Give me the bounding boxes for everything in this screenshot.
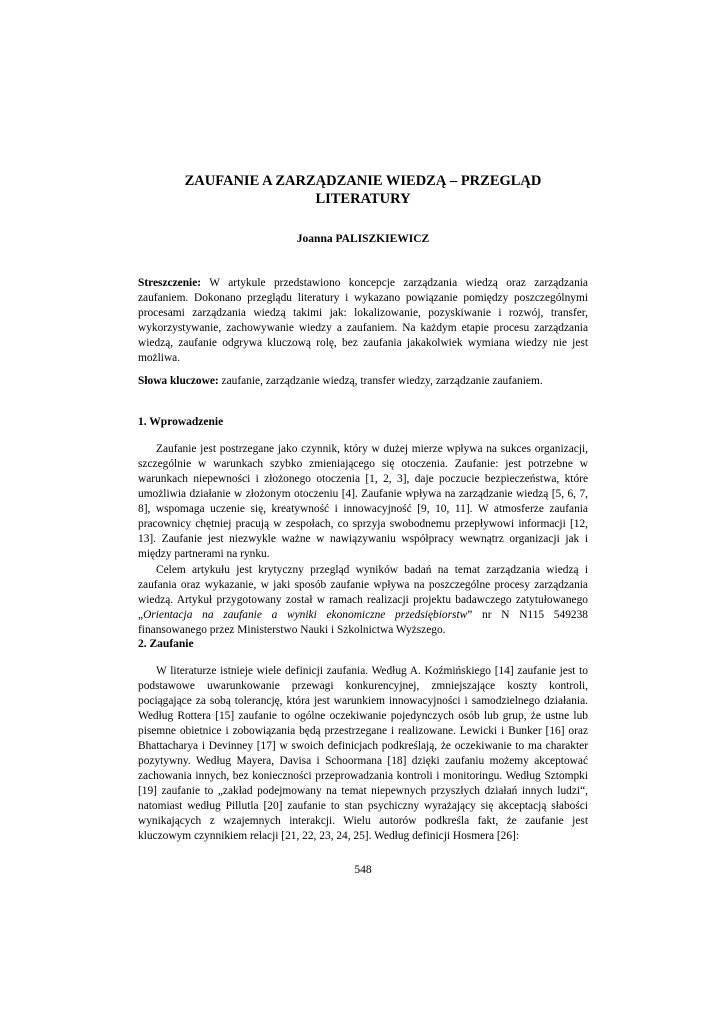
section-2-paragraph-1: W literaturze istnieje wiele definicji zaufania. Według A. Koźmińskiego [14] zaufanie jest to podstawowe uwarunkowanie przewagi konkurencyjnej, zmniejszające koszty kontroli, pociągające za sobą tolerancję, która jest warunkiem innowacyjności i samodzielnego działania. Według Rottera [15] zaufanie to ogólne oczekiwanie pojedynczych osób lub grup, że ustne lub pisemne obietnice i zobowiązania będą przestrzegane i realizowane. Lewicki i Bunker [16] oraz Bhattacharya i Devinney [17] w swoich definicjach podkreślają, że oczekiwanie to ma charakter pozytywny. Według Mayera, Davisa i Schoormana [18] dzięki zaufaniu możemy akceptować zachowania innych, bez konieczności przeprowadzania kontroli i monitoringu. Według Sztompki [19] zaufanie to „zakład podejmowany na temat niepewnych przyszłych działań innych ludzi“, natomiast według Pillutla [20] zaufanie to stan psychiczny wyrażający się akceptacją słabości wynikających z wzajemnych interakcji. Wielu autorów podkreśla fakt, że zaufanie jest kluczowym czynnikiem relacji [21, 22, 23, 24, 25]. Według definicji Hosmera [26]: — [138, 665, 588, 842]
keywords-label: Słowa kluczowe: — [138, 375, 219, 387]
page-number: 548 — [354, 864, 372, 876]
section-1-heading: 1. Wprowadzenie — [138, 416, 224, 428]
keywords-text: zaufanie, zarządzanie wiedzą, transfer wiedzy, zarządzanie zaufaniem. — [218, 375, 543, 387]
author-name: Joanna PALISZKIEWICZ — [296, 233, 430, 245]
abstract-label: Streszczenie: — [138, 277, 202, 289]
section-1-paragraph-1: Zaufanie jest postrzegane jako czynnik, który w dużej mierze wpływa na sukces organizacji, szczególnie w warunkach szybko zmieniającego się otoczenia. Zaufanie: jest potrzebne w warunkach niepewności i złożonego otoczenia [1, 2, 3], daje poczucie bezpieczeństwa, które umożliwia działanie w złożonym otoczeniu [4]. Zaufanie wpływa na zarządzanie wiedzą [5, 6, 7, 8], wspomaga uczenie się, kreatywność i innowacyjność [9, 10, 11]. W atmosferze zaufania pracownicy chętniej pracują w zespołach, co sprzyja swobodnemu przepływowi informacji [12, 13]. Zaufanie jest niezwykle ważne w nawiązywaniu współpracy wewnątrz organizacji jak i między partnerami na rynku. — [138, 443, 588, 560]
paper-title — [138, 172, 588, 208]
para2-text-before: Celem artykułu jest krytyczny przegląd wyników badań na temat zarządzania wiedzą i zaufania oraz wykazanie, w jaki sposób zaufanie wpływa na poszczególne procesy zarządzania wiedzą. Artykuł przygotowany został w ramach realizacji projektu badawczego zatytułowanego „ — [138, 564, 588, 621]
keywords — [138, 374, 588, 389]
abstract — [138, 276, 588, 366]
title-line-2: LITERATURY — [315, 191, 411, 207]
section-1-paragraph-2 — [138, 563, 588, 638]
section-2-heading: 2. Zaufanie — [138, 638, 194, 650]
abstract-text: W artykule przedstawiono koncepcje zarządzania wiedzą oraz zarządzania zaufaniem. Dokonano przeglądu literatury i wykazano powiązanie pomiędzy poszczególnymi procesami zarządzania wiedzą takimi jak: lokalizowanie, pozyskiwanie i rozwój, transfer, wykorzystywanie, zachowywanie wiedzy a zaufaniem. Na każdym etapie procesu zarządzania wiedzą, zaufanie odgrywa kluczową rolę, bez zaufania jakakolwiek wymiana wiedzy nie jest możliwa. — [138, 277, 588, 364]
project-title: Orientacja na zaufanie a wyniki ekonomiczne przedsiębiorstw — [143, 609, 468, 621]
para2-text-after: ” nr N N115 549238 finansowanego przez Ministerstwo Nauki i Szkolnictwa Wyższego. — [138, 609, 588, 636]
title-line-1: ZAUFANIE A ZARZĄDZANIE WIEDZĄ – PRZEGLĄD — [184, 173, 542, 189]
